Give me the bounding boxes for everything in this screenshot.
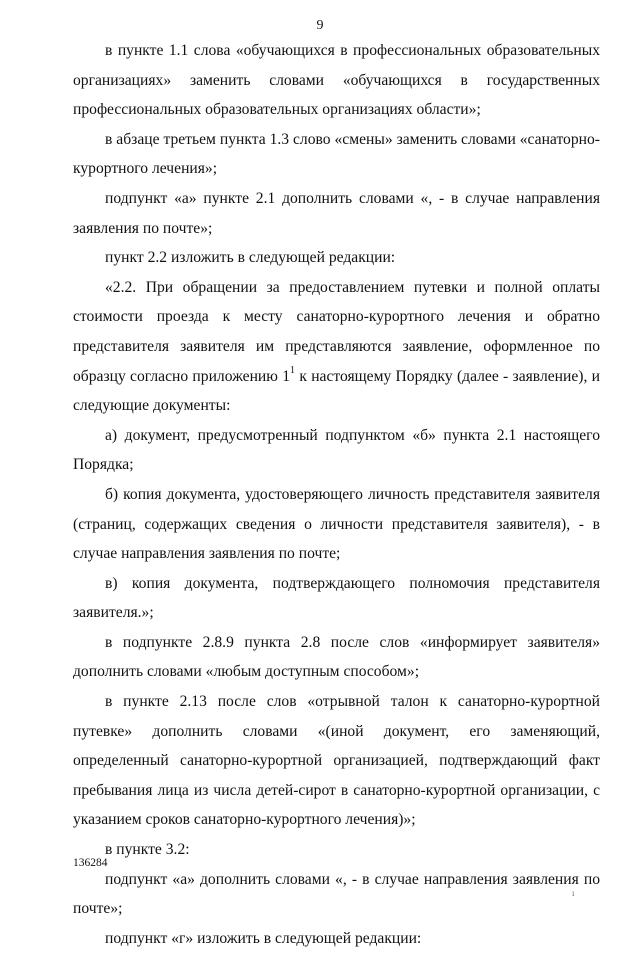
paragraph-4: пункт 2.2 изложить в следующей редакции: — [105, 249, 396, 267]
paragraph-1: в пункте 1.1 слова «обучающихся в профессиональных образовательных организациях» заменить словами «обучающихся в государственных профессиональных образовательных организациях области»; — [73, 42, 600, 119]
document-code: 136284 — [73, 857, 108, 869]
document-body — [73, 36, 600, 953]
paragraph-10: в пункте 2.13 после слов «отрывной талон к санаторно-курортной путевке» дополнить словами «(иной документ, его заменяющий, определенный санаторно-курортной организацией, подтверждающий факт пребывания лица из числа детей-сирот в санаторно-курортной организации, с указанием сроков санаторно-курортного лечения)»; — [73, 693, 600, 829]
paragraph-8: в) копия документа, подтверждающего полномочия представителя заявителя.»; — [73, 574, 600, 622]
paragraph-7: б) копия документа, удостоверяющего личность представителя заявителя (страниц, содержащих сведения о личности представителя заявителя), - в случае направления заявления по почте; — [73, 485, 600, 563]
paragraph-5-tail: к настоящему Порядку (далее - заявление), и следующие документы: — [73, 367, 600, 415]
paragraph-6: а) документ, предусмотренный подпунктом «б» пункта 2.1 настоящего Порядка; — [73, 426, 600, 474]
paragraph-2: в абзаце третьем пункта 1.3 слово «смены» заменить словами «санаторно-курортного лечения»; — [73, 130, 600, 178]
footnote-superscript: 1 — [290, 365, 296, 377]
corner-mark: ı — [572, 888, 575, 898]
paragraph-11: в пункте 3.2: — [105, 841, 190, 859]
paragraph-13: подпункт «г» изложить в следующей редакции: — [105, 929, 422, 947]
paragraph-12: подпункт «а» дополнить словами «, - в случае направления заявления по почте»; — [73, 870, 600, 918]
paragraph-5 — [73, 273, 600, 421]
paragraph-3: подпункт «а» пункте 2.1 дополнить словами «, - в случае направления заявления по почте»; — [73, 189, 600, 237]
paragraph-9: в подпункте 2.8.9 пункта 2.8 после слов «информирует заявителя» дополнить словами «любым доступным способом»; — [73, 633, 600, 681]
page-number: 9 — [316, 18, 324, 33]
paragraph-5-text: «2.2. При обращении за предоставлением путевки и полной оплаты стоимости проезда к месту санаторно-курортного лечения и обратно представителя заявителя им представляются заявление, оформленное по образцу согласно приложению 1 — [73, 278, 600, 385]
